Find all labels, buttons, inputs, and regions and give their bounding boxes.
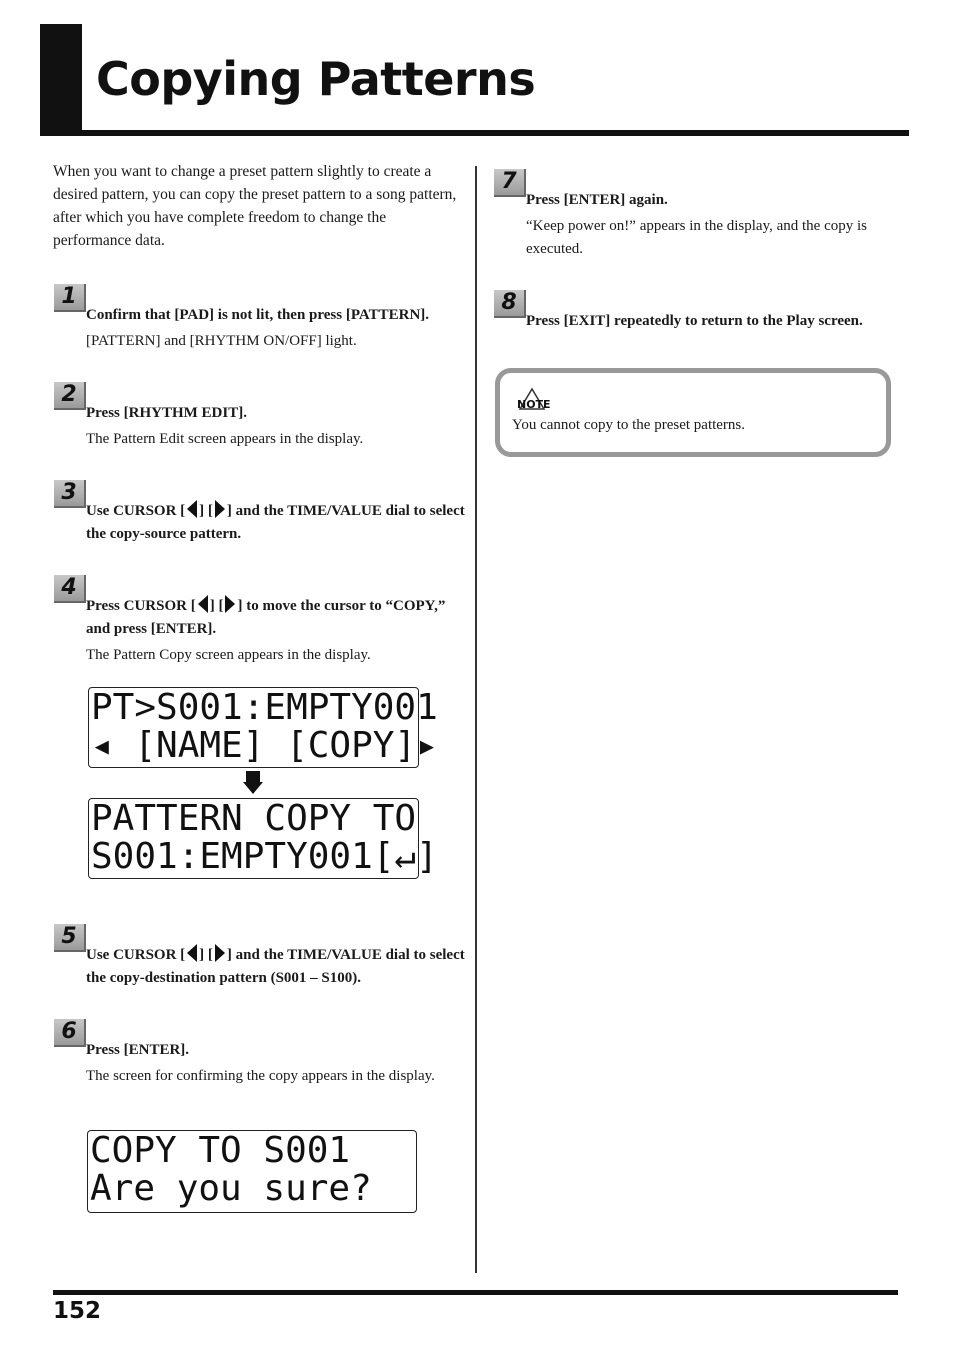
instruction-part: ] [ (199, 947, 213, 963)
footer-rule (53, 1290, 898, 1295)
instruction-part: ] [ (209, 598, 224, 614)
step-instruction (86, 595, 466, 641)
step-instruction (86, 500, 466, 546)
lcd-line-2: S001:EMPTY001[↵] (91, 836, 438, 877)
step-number: 7 (494, 169, 526, 197)
step-body (86, 500, 466, 546)
cursor-right-icon (225, 595, 235, 613)
note-box (495, 368, 891, 457)
step-instruction: Press [EXIT] repeatedly to return to the Play screen. (526, 313, 863, 329)
lcd-copy-confirm (87, 1130, 417, 1213)
lcd-line-1: PATTERN COPY TO (91, 798, 417, 839)
intro-paragraph: When you want to change a preset pattern slightly to create a desired pattern, you can copy the preset pattern to a song pattern, after which you have complete freedom to change the performance data. (53, 163, 457, 249)
step-instruction: Press [RHYTHM EDIT]. (86, 405, 247, 421)
instruction-part: Use CURSOR [ (86, 503, 186, 519)
step-body (526, 310, 901, 333)
step-description: The screen for confirming the copy appears in the display. (86, 1068, 435, 1084)
note-text: You cannot copy to the preset patterns. (512, 417, 746, 433)
step-description: The Pattern Edit screen appears in the display. (86, 431, 364, 447)
lcd-line-2: ◂ [NAME] [COPY]▸ (91, 725, 438, 766)
cursor-left-icon (198, 595, 208, 613)
step-number: 8 (494, 290, 526, 318)
lcd-line-1: PT>S001:EMPTY001 (91, 687, 438, 728)
cursor-right-icon (215, 944, 225, 962)
step-instruction: Press [ENTER] again. (526, 192, 668, 208)
step-number: 4 (54, 575, 86, 603)
cursor-right-icon (215, 500, 225, 518)
step-number: 2 (54, 382, 86, 410)
note-label: NOTE (517, 398, 551, 411)
step-instruction (86, 944, 466, 990)
step-body (86, 304, 466, 353)
column-divider (475, 166, 477, 1273)
step-instruction: Confirm that [PAD] is not lit, then press [PATTERN]. (86, 307, 430, 323)
title-block (40, 24, 82, 136)
step-description: The Pattern Copy screen appears in the display. (86, 647, 371, 663)
lcd-line-1: COPY TO S001 (90, 1130, 351, 1171)
cursor-left-icon (187, 500, 197, 518)
instruction-part: ] and the TIME/VALUE dial to select the copy-destination pattern (S001 – S100). (86, 947, 465, 986)
arrow-down-head (243, 782, 263, 794)
title-rule (40, 130, 909, 136)
instruction-part: ] [ (199, 503, 213, 519)
lcd-pattern-copy (88, 798, 438, 879)
instruction-part: Use CURSOR [ (86, 947, 186, 963)
page-number: 152 (53, 1298, 102, 1324)
instruction-part: ] and the TIME/VALUE dial to select the copy-source pattern. (86, 503, 465, 542)
step-body (86, 595, 466, 667)
step-number: 1 (54, 284, 86, 312)
step-number: 6 (54, 1019, 86, 1047)
step-body (86, 1039, 466, 1088)
lcd-pattern-edit (88, 687, 438, 768)
page-title: Copying Patterns (96, 52, 536, 106)
step-body (86, 402, 466, 451)
step-description: “Keep power on!” appears in the display, and the copy is executed. (526, 218, 867, 257)
step-number: 3 (54, 480, 86, 508)
step-body (86, 944, 466, 990)
step-description: [PATTERN] and [RHYTHM ON/OFF] light. (86, 333, 357, 349)
step-body (526, 189, 901, 261)
step-instruction: Press [ENTER]. (86, 1042, 190, 1058)
lcd-line-2: Are you sure? (90, 1168, 372, 1209)
step-number: 5 (54, 924, 86, 952)
cursor-left-icon (187, 944, 197, 962)
instruction-part: ] to move the cursor to “COPY,” and press [ENTER]. (86, 598, 446, 637)
instruction-part: Press CURSOR [ (86, 598, 196, 614)
note-icon (514, 387, 554, 413)
